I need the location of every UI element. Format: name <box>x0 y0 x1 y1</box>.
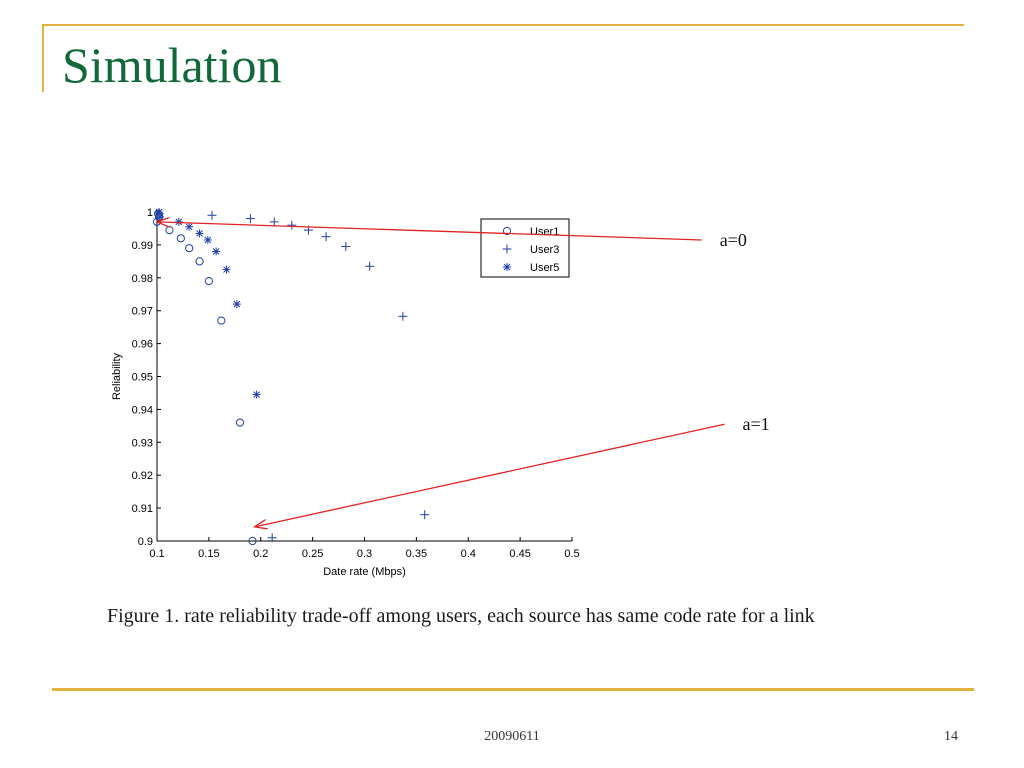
y-tick-label: 0.92 <box>131 470 153 483</box>
data-point-user1 <box>186 245 193 252</box>
y-tick-label: 0.99 <box>131 239 153 252</box>
x-tick-label: 0.5 <box>564 548 580 560</box>
data-point-user1 <box>236 419 243 426</box>
data-point-user1 <box>166 226 173 233</box>
data-point-user3 <box>365 262 374 271</box>
annotation-arrow <box>255 424 725 527</box>
y-tick-label: 0.95 <box>131 371 153 384</box>
annotation-arrow <box>157 222 702 240</box>
data-point-user1 <box>177 235 184 242</box>
footer-date: 20090611 <box>484 729 540 744</box>
y-tick-label: 0.93 <box>131 437 153 450</box>
data-point-user5 <box>223 266 231 274</box>
y-tick-label: 0.9 <box>137 536 153 548</box>
x-axis-title: Date rate (Mbps) <box>323 566 406 578</box>
data-point-user3 <box>246 214 255 223</box>
data-point-user5 <box>156 213 164 221</box>
y-tick-label: 1 <box>146 207 153 219</box>
annotation-label: a=1 <box>742 414 770 435</box>
data-point-user5 <box>233 300 241 308</box>
x-tick-label: 0.4 <box>460 548 476 560</box>
y-tick-label: 0.91 <box>131 503 153 516</box>
data-point-user1 <box>205 277 212 284</box>
legend-label-user3: User3 <box>530 244 560 256</box>
data-point-user5 <box>212 247 220 255</box>
data-point-user3 <box>341 242 350 251</box>
data-point-user3 <box>420 510 429 519</box>
y-tick-label: 0.97 <box>131 305 153 318</box>
slide-title: Simulation <box>62 37 282 93</box>
data-point-user3 <box>207 211 216 220</box>
figure-caption: Figure 1. rate reliability trade-off among users, each source has same code rate for a link <box>107 605 815 627</box>
legend-label-user1: User1 <box>530 226 560 238</box>
y-tick-label: 0.94 <box>131 404 153 417</box>
data-point-user3 <box>398 312 407 321</box>
y-tick-label: 0.98 <box>131 272 153 285</box>
data-point-user3 <box>322 232 331 241</box>
page-number: 14 <box>944 729 958 744</box>
annotation-label: a=0 <box>719 229 747 250</box>
data-point-user5 <box>196 229 204 237</box>
x-tick-label: 0.15 <box>198 548 220 560</box>
legend-label-user5: User5 <box>530 262 560 274</box>
x-tick-label: 0.25 <box>301 548 324 560</box>
data-point-user5 <box>253 391 261 399</box>
x-tick-label: 0.1 <box>149 548 165 560</box>
x-tick-label: 0.45 <box>509 548 531 560</box>
legend-marker-user5 <box>503 263 511 271</box>
data-point-user1 <box>218 317 225 324</box>
data-point-user1 <box>196 258 203 265</box>
x-tick-label: 0.3 <box>356 548 373 560</box>
data-point-user5 <box>185 223 193 231</box>
x-tick-label: 0.35 <box>405 548 428 560</box>
y-axis-title: Reliability <box>111 352 123 401</box>
data-point-user5 <box>204 236 212 244</box>
data-point-user3 <box>287 221 296 230</box>
bottom-rule <box>52 688 974 691</box>
y-tick-label: 0.96 <box>131 338 153 351</box>
x-tick-label: 0.2 <box>253 548 269 560</box>
